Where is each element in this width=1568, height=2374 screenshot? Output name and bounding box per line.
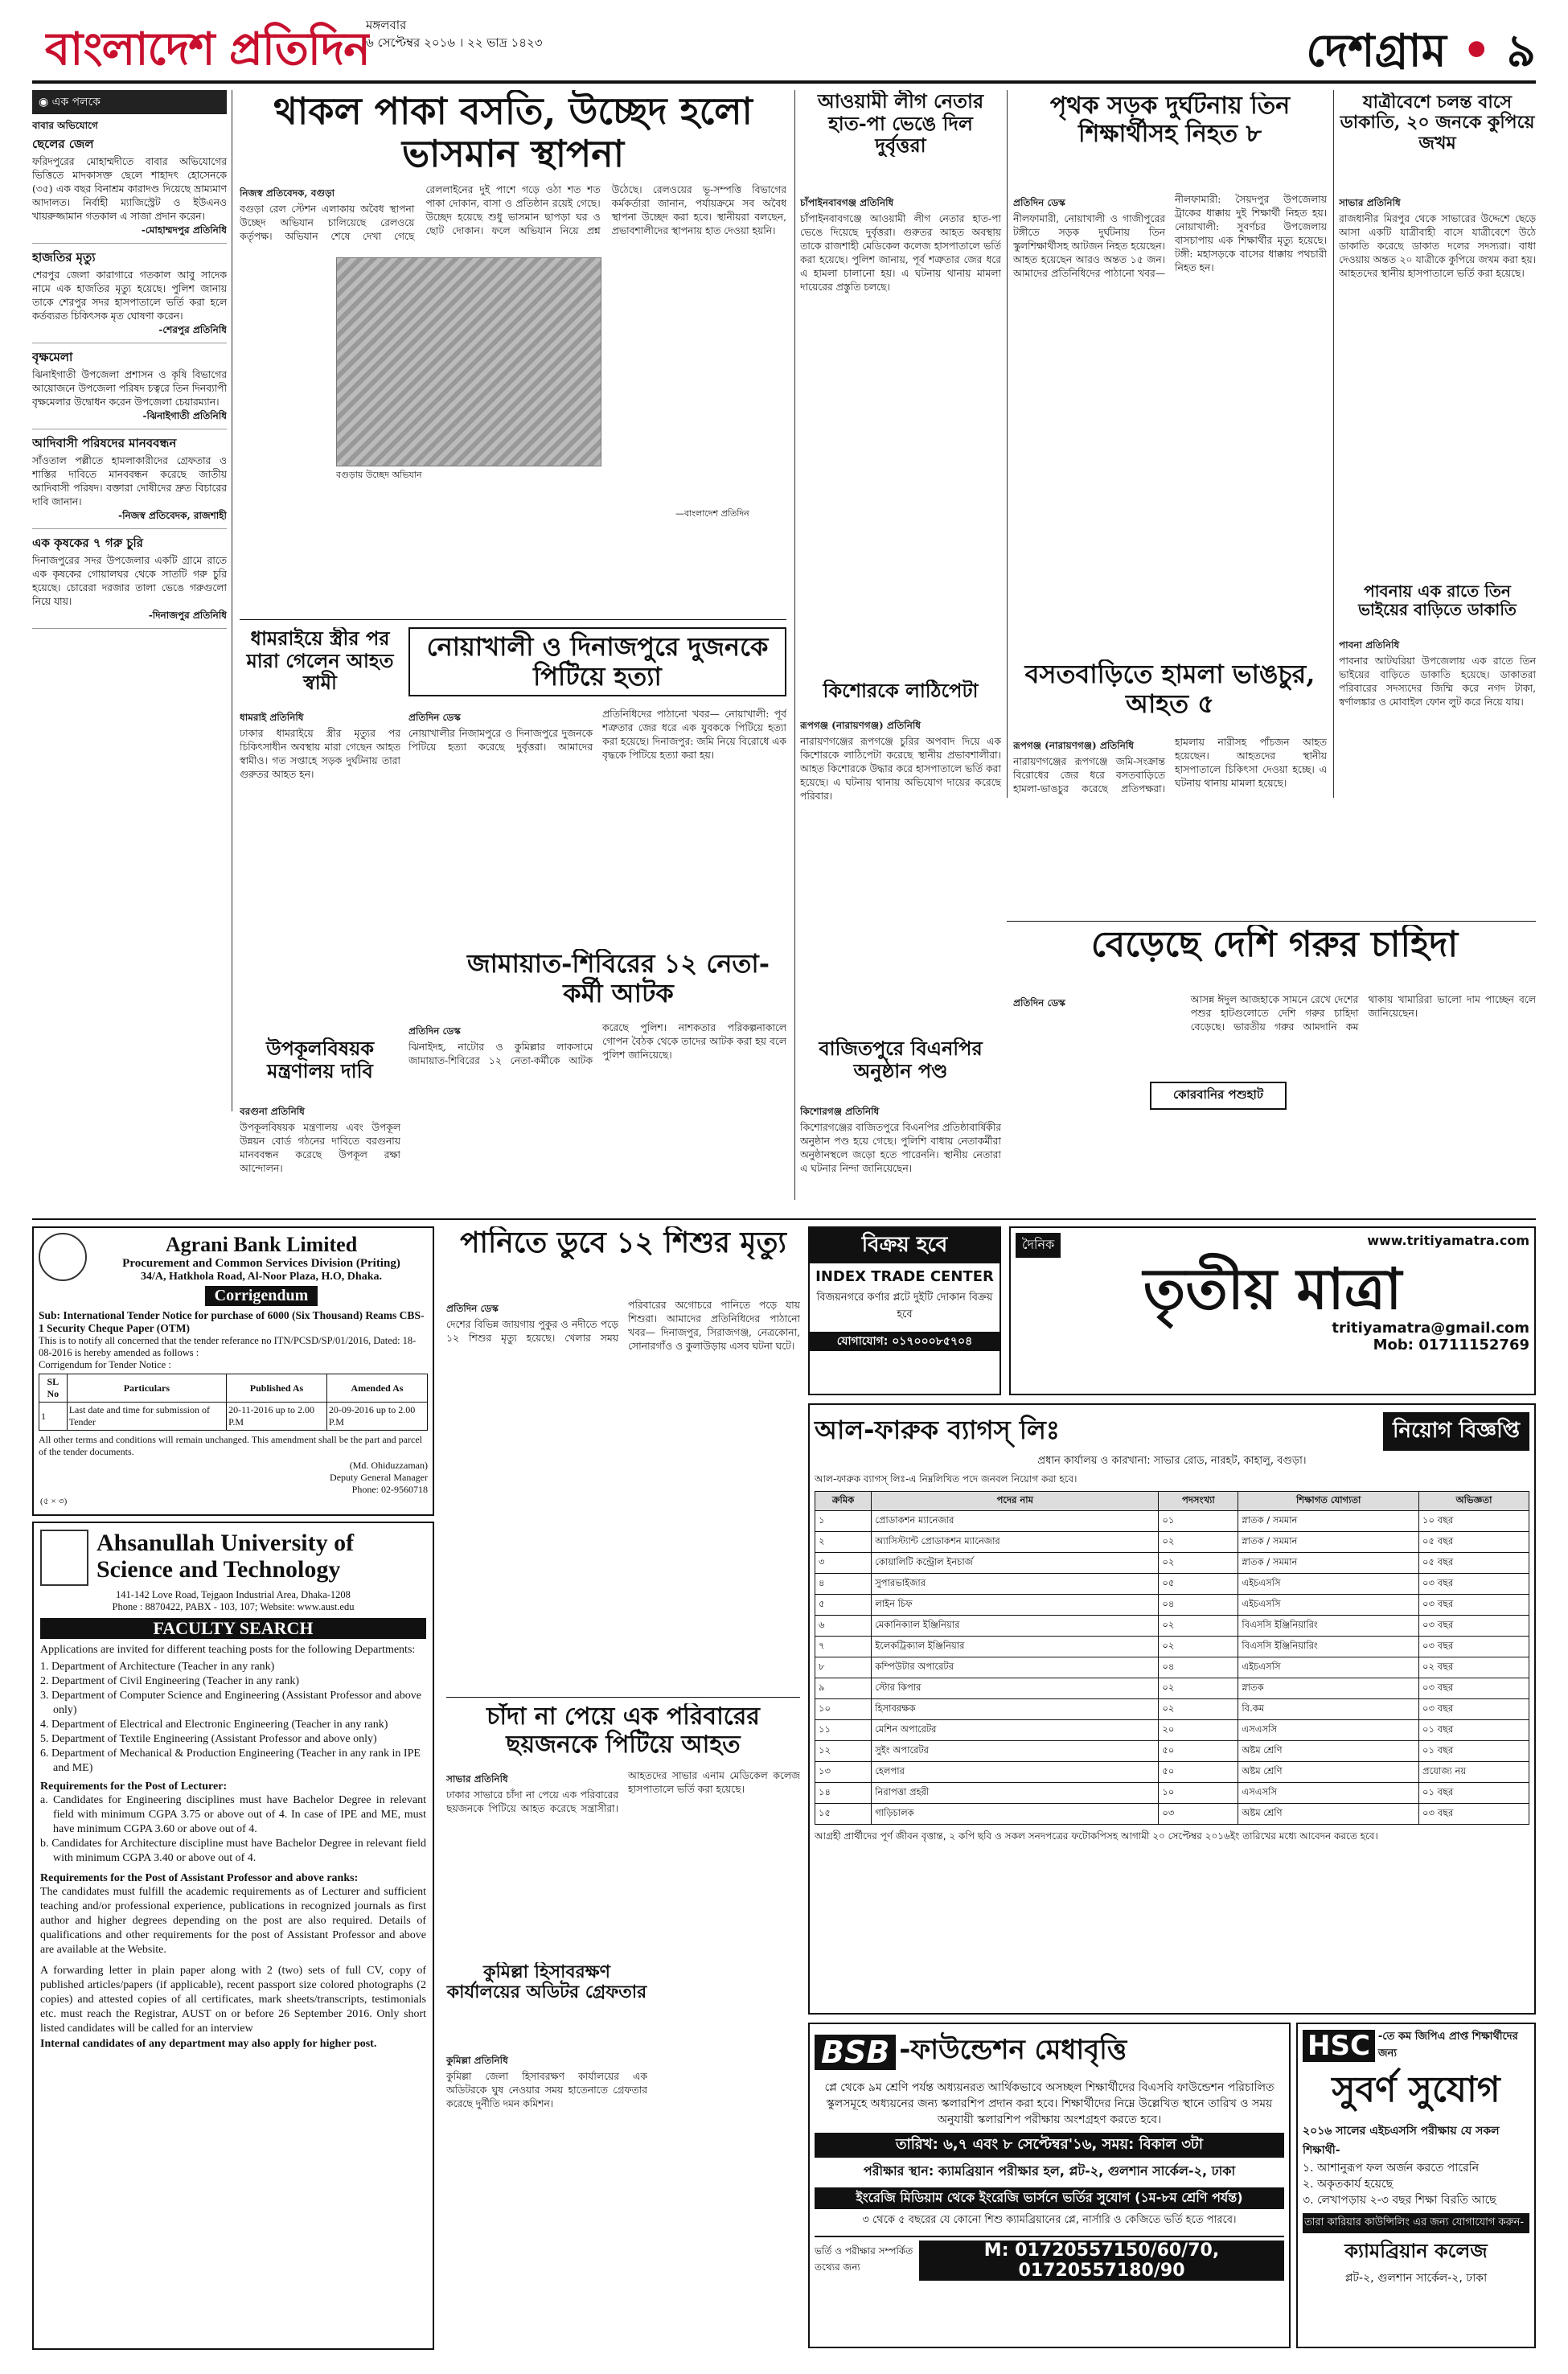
table-cell: ০৩ বছর bbox=[1419, 1678, 1529, 1699]
aust-title: Ahsanullah University of Science and Technology bbox=[96, 1530, 355, 1583]
cow-text: আসন্ন ঈদুল আজহাকে সামনে রেখে দেশের পশুর হাটগুলোতে দেশি গরুর চাহিদা বেড়েছে। ভারতীয় গরুর আমদানি কম থাকায় খামারিরা ভালো দাম পাচ্ছেন বলে জানিয়েছেন। bbox=[1190, 994, 1536, 1033]
bsb-brand: BSB bbox=[815, 2035, 896, 2070]
aust-forward: A forwarding letter in plain paper along with 2 (two) sets of full CV, copy of published articles/papers (if applicable), recent passport size colored photographs (2 copies) and attested copies of all certificates, mark sheets/transcripts, testimonials etc. must reach the Registrar, AUST on or before 26 September 2016. Only short listed candidates will be called for an interview bbox=[40, 1965, 426, 2035]
table-cell: এসএসসি bbox=[1238, 1783, 1419, 1804]
drown-byline: প্রতিদিন ডেস্ক bbox=[446, 1303, 499, 1314]
upokul-body bbox=[240, 1102, 400, 1222]
sidebar-item bbox=[32, 119, 227, 244]
comilla-text: কুমিল্লা জেলা হিসাবরক্ষণ কার্যালয়ের এক অডিটরকে ঘুষ নেওয়ার সময় হাতেনাতে গ্রেফতার করেছে দুর্নীতি দমন কমিশন। bbox=[446, 2071, 647, 2109]
table-row bbox=[815, 1616, 1529, 1637]
road-headline: পৃথক সড়ক দুর্ঘটনায় তিন শিক্ষার্থীসহ নিহত ৮ bbox=[1049, 92, 1291, 148]
table-cell: নিরাপত্তা প্রহরী bbox=[872, 1783, 1159, 1804]
table-cell: ৬ bbox=[815, 1616, 872, 1637]
table-cell: সুইং অপারেটর bbox=[872, 1741, 1159, 1762]
table-cell: মেকানিক্যাল ইঞ্জিনিয়ার bbox=[872, 1616, 1159, 1637]
table-cell: ০৩ বছর bbox=[1419, 1699, 1529, 1720]
table-cell: ৫০ bbox=[1159, 1741, 1238, 1762]
alfaruk-col-header: পদসংখ্যা bbox=[1159, 1492, 1238, 1511]
column-rule bbox=[794, 90, 795, 1200]
sale-sub: বিজয়নগরে কর্ণার প্লটে দুইটি দোকান বিক্রয় হবে bbox=[816, 1292, 993, 1320]
hsc-intro: ২০১৬ সালের এইচএসসি পরীক্ষায় যে সকল শিক্ষার্থী- bbox=[1303, 2125, 1500, 2157]
table-cell: ৮ bbox=[815, 1657, 872, 1678]
table-cell: ১০ bbox=[815, 1699, 872, 1720]
table-cell: অ্যাসিস্ট্যান্ট প্রোডাকশন ম্যানেজার bbox=[872, 1532, 1159, 1553]
sale-title: বিক্রয় হবে bbox=[810, 1228, 999, 1263]
eye-icon: ◉ bbox=[39, 96, 52, 109]
jamaat-headline: জামায়াত-শিবিরের ১২ নেতা-কর্মী আটক bbox=[466, 949, 770, 1008]
table-cell: ৪ bbox=[815, 1574, 872, 1595]
table-cell: ০৩ বছর bbox=[1419, 1616, 1529, 1637]
table-cell: ০১ bbox=[1159, 1511, 1238, 1532]
table-row bbox=[815, 1532, 1529, 1553]
upokul-headline: উপকূলবিষয়ক মন্ত্রণালয় দাবি bbox=[265, 1037, 375, 1082]
bajit-headline: বাজিতপুরে বিএনপির অনুষ্ঠান পণ্ড bbox=[819, 1037, 983, 1082]
comilla-body bbox=[446, 2051, 647, 2348]
table-cell: ২ bbox=[815, 1532, 872, 1553]
table-cell: ০৩ বছর bbox=[1419, 1595, 1529, 1616]
aust-banner: FACULTY SEARCH bbox=[40, 1618, 426, 1639]
jamaat-body bbox=[408, 1021, 786, 1214]
chanda-body bbox=[446, 1769, 800, 1946]
alfaruk-table bbox=[815, 1491, 1529, 1825]
sale-phone: যোগাযোগ: ০১৭০০০৮৫৭০৪ bbox=[810, 1332, 999, 1351]
bsb-contact-label: ভর্তি ও পরীক্ষার সম্পর্কিত তথ্যের জন্য bbox=[815, 2245, 913, 2273]
noakhali-headline: নোয়াখালী ও দিনাজপুরে দুজনকে পিটিয়ে হত্যা bbox=[408, 627, 786, 696]
dhamrai-text: ঢাকার ধামরাইয়ে স্ত্রীর মৃত্যুর পর চিকিৎসাধীন অবস্থায় মারা গেছেন আহত স্বামীও। গত সপ্তাহে সড়ক দুর্ঘটনায় তারা গুরুতর আহত হন। bbox=[240, 728, 400, 780]
road-text: নীলফামারী, নোয়াখালী ও গাজীপুরের টঙ্গীতে সড়ক দুর্ঘটনায় তিন স্কুলশিক্ষার্থীসহ আটজন নিহত হয়েছেন। আহত হয়েছেন আরও অন্তত ১৫ জন। আমাদের প্রতিনিধিদের পাঠানো খবর— নীলফামারী: সৈয়দপুর উপজেলায় ট্রাকের ধাক্কায় দুই শিক্ষার্থী নিহত হয়। নোয়াখালী: সুবর্ণচর উপজেলায় বাসচাপায় এক শিক্ষার্থীর মৃত্যু হয়েছে। টঙ্গী: মহাসড়কে বাসের ধাক্কায় পথচারী নিহত হন। bbox=[1013, 194, 1327, 279]
sidebar-item-text: ঝিনাইগাতী উপজেলা প্রশাসন ও কৃষি বিভাগের আয়োজনে উপজেলা পরিষদ চত্বরে তিন দিনব্যাপী বৃক্ষমেলার উদ্বোধন করেন উপজেলা চেয়ারম্যান। bbox=[32, 369, 227, 408]
basat-headline: বসতবাড়িতে হামলা ভাঙচুর, আহত ৫ bbox=[1024, 659, 1316, 719]
road-body bbox=[1013, 193, 1327, 611]
basat-byline: রূপগঞ্জ (নারায়ণগঞ্জ) প্রতিনিধি bbox=[1013, 740, 1135, 751]
bank-signer: (Md. Ohiduzzaman) bbox=[349, 1460, 428, 1471]
bank-col-header: SL No bbox=[39, 1374, 68, 1403]
aust-dept: 4. Department of Electrical and Electronic Engineering (Teacher in any rank) bbox=[40, 1719, 388, 1731]
comilla-headline: কুমিল্লা হিসাবরক্ষণ কার্যালয়ের অডিটর গ্রেফতার bbox=[446, 1962, 647, 2003]
table-cell: ৫০ bbox=[1159, 1762, 1238, 1783]
table-cell: সুপারভাইজার bbox=[872, 1574, 1159, 1595]
alfaruk-footer: আগ্রহী প্রার্থীদের পূর্ণ জীবন বৃত্তান্ত, ২ কপি ছবি ও সকল সনদপত্রের ফটোকপিসহ আগামী ২০ সেপ্টেম্বর ২০১৬ইং তারিখের মধ্যে আবেদন করতে হবে। bbox=[815, 1830, 1378, 1842]
bank-corrigendum: Corrigendum bbox=[205, 1286, 318, 1306]
table-cell: ৩ bbox=[815, 1553, 872, 1574]
tritiya-email: tritiyamatra@gmail.com bbox=[1332, 1320, 1529, 1337]
sidebar-item bbox=[32, 248, 227, 343]
hsc-tag: -তে কম জিপিএ প্রাপ্ত শিক্ষার্থীদের জন্য bbox=[1377, 2031, 1518, 2060]
hsc-item: ২. অকৃতকার্য হয়েছে bbox=[1303, 2178, 1394, 2191]
awami-byline: চাঁপাইনবাবগঞ্জ প্রতিনিধি bbox=[800, 197, 894, 208]
aust-dept: 6. Department of Mechanical & Production Engineering (Teacher in any rank in IPE and ME) bbox=[40, 1748, 421, 1774]
bank-phone: Phone: 02-9560718 bbox=[351, 1484, 428, 1495]
jamaat-text: ঝিনাইদহ, নাটোর ও কুমিল্লার লাকসামে জামায়াত-শিবিরের ১২ নেতা-কর্মীকে আটক করেছে পুলিশ। নাশকতার পরিকল্পনাকালে গোপন বৈঠক থেকে তাদের আটক করা হয় বলে পুলিশ জানিয়েছে। bbox=[408, 1022, 786, 1066]
lead-photo bbox=[336, 257, 601, 466]
masthead-rule bbox=[32, 80, 1536, 84]
tritiya-ad bbox=[1009, 1226, 1536, 1395]
bank-division: Procurement and Common Services Division (Priting) bbox=[122, 1257, 400, 1270]
aust-req1-item: a. Candidates for Engineering disciplines must have Bachelor Degree in relevant field with minimum CGPA 3.75 or above out of 4. In case of IPE and ME, must have minimum CGPA 3.60 or above out of 4. bbox=[40, 1794, 426, 1835]
bank-col-header: Amended As bbox=[326, 1374, 427, 1403]
pabna-text: পাবনার আটঘরিয়া উপজেলায় এক রাতে তিন ভাইয়ের বাড়িতে ডাকাতি হয়েছে। ডাকাতরা পরিবারের সদস্যদের জিম্মি করে নগদ টাকা, স্বর্ণালঙ্কার ও মোবাইল ফোন লুট করে নিয়ে যায়। bbox=[1339, 655, 1536, 708]
bsb-ad bbox=[808, 2023, 1291, 2348]
table-cell: এইচএসসি bbox=[1238, 1595, 1419, 1616]
bajit-body bbox=[800, 1102, 1001, 1214]
table-cell: হেলপার bbox=[872, 1762, 1159, 1783]
aust-address: 141-142 Love Road, Tejgaon Industrial Area, Dhaka-1208 bbox=[116, 1589, 351, 1600]
bajit-byline: কিশোরগঞ্জ প্রতিনিধি bbox=[800, 1106, 880, 1117]
cow-byline: প্রতিদিন ডেস্ক bbox=[1013, 997, 1065, 1008]
table-cell: ০১ বছর bbox=[1419, 1720, 1529, 1741]
lead-photo-credit: —বাংলাদেশ প্রতিদিন bbox=[675, 508, 749, 519]
aust-internal: Internal candidates of any department may also apply for higher post. bbox=[40, 2038, 377, 2050]
table-cell: কম্পিউটার অপারেটর bbox=[872, 1657, 1159, 1678]
table-cell: ০৩ বছর bbox=[1419, 1637, 1529, 1657]
table-cell: ০৫ বছর bbox=[1419, 1553, 1529, 1574]
table-cell: ১৩ bbox=[815, 1762, 872, 1783]
table-cell: প্রোডাকশন ম্যানেজার bbox=[872, 1511, 1159, 1532]
table-cell: অষ্টম শ্রেণি bbox=[1238, 1762, 1419, 1783]
table-cell: স্টোর কিপার bbox=[872, 1678, 1159, 1699]
table-cell: ০৩ বছর bbox=[1419, 1804, 1529, 1825]
alfaruk-intro: আল-ফারুক ব্যাগস্ লিঃ-এ নিম্নলিখিত পদে জনবল নিয়োগ করা হবে। bbox=[815, 1473, 1077, 1485]
table-row bbox=[815, 1804, 1529, 1825]
sidebar-item-byline: -দিনাজপুর প্রতিনিধি bbox=[148, 610, 227, 621]
bsb-venue: পরীক্ষার স্থান: ক্যামব্রিয়ান পরীক্ষার হল, প্লট-২, গুলশান সার্কেল-২, ঢাকা bbox=[863, 2163, 1236, 2179]
agrani-bank-ad bbox=[32, 1226, 434, 1516]
table-cell: ০২ bbox=[1159, 1678, 1238, 1699]
tritiya-name: তৃতীয় মাত্রা bbox=[1143, 1255, 1402, 1322]
basat-body bbox=[1013, 736, 1327, 881]
aust-ad bbox=[32, 1522, 434, 2350]
bank-cell: 20-09-2016 up to 2.00 P.M bbox=[326, 1403, 427, 1431]
table-row bbox=[815, 1741, 1529, 1762]
bsb-body: প্লে থেকে ৯ম শ্রেণি পর্যন্ত অধ্যয়নরত আর্থিকভাবে অসচ্ছল শিক্ষার্থীদের বিএসবি ফাউন্ডেশন পরিচালিত স্কুলসমূহে অধ্যয়নের জন্য স্কলারশিপ প্রদান করা হবে। শিক্ষার্থীদের নিম্নে উল্লেখিত স্থানে তারিখ ও সময় অনুযায়ী স্কলারশিপ পরীক্ষায় অংশগ্রহণ করতে হবে। bbox=[824, 2081, 1275, 2126]
bank-ref: (৫ × ৩) bbox=[40, 1497, 68, 1506]
masthead-day: মঙ্গলবার bbox=[366, 18, 407, 32]
bsb-title: -ফাউন্ডেশন মেধাবৃত্তি bbox=[899, 2034, 1127, 2066]
bank-col-header: Published As bbox=[227, 1374, 327, 1403]
sidebar-item-text: শেরপুর জেলা কারাগারে গতকাল আবু সাদেক নামে এক হাজতির মৃত্যু হয়েছে। পুলিশ জানায় তাকে শেরপুর সদর হাসপাতালে ভর্তি করা হলে কর্তব্যরত চিকিৎসক মৃত ঘোষণা করেন। bbox=[32, 269, 227, 322]
section-dot: • bbox=[1462, 25, 1492, 77]
table-cell: ১৫ bbox=[815, 1804, 872, 1825]
aust-dept: 5. Department of Textile Engineering (Assistant Professor and above only) bbox=[40, 1733, 377, 1745]
table-cell: বি.কম bbox=[1238, 1699, 1419, 1720]
sidebar-item-title: বৃক্ষমেলা bbox=[32, 350, 73, 364]
table-cell: ০৩ বছর bbox=[1419, 1574, 1529, 1595]
awami-body bbox=[800, 193, 1001, 515]
aust-intro: Applications are invited for different teaching posts for the following Departments: bbox=[40, 1644, 416, 1656]
table-cell: ০২ bbox=[1159, 1532, 1238, 1553]
table-cell: এসএসসি bbox=[1238, 1720, 1419, 1741]
upokul-text: উপকূলবিষয়ক মন্ত্রণালয় এবং উপকূল উন্নয়ন বোর্ড গঠনের দাবিতে বরগুনায় মানববন্ধন করেছে উপকূল রক্ষা আন্দোলন। bbox=[240, 1122, 400, 1174]
bsb-note: ৩ থেকে ৫ বছরের যে কোনো শিশু ক্যামব্রিয়ানের প্লে, নার্সারি ও কেজিতে ভর্তি হতে পারবে। bbox=[862, 2214, 1237, 2226]
sidebar-item bbox=[32, 348, 227, 429]
table-cell: ১০ bbox=[1159, 1783, 1238, 1804]
section-name: দেশগ্রাম bbox=[1306, 25, 1447, 77]
hsc-title: সুবর্ণ সুযোগ bbox=[1332, 2069, 1500, 2110]
sale-ad bbox=[808, 1226, 1001, 1395]
table-row bbox=[815, 1595, 1529, 1616]
table-cell: বিএসসি ইঞ্জিনিয়ারিং bbox=[1238, 1616, 1419, 1637]
hsc-item: ৩. লেখাপড়ায় ২-৩ বছর শিক্ষা বিরতি আছে bbox=[1303, 2194, 1496, 2207]
jamaat-byline: প্রতিদিন ডেস্ক bbox=[408, 1025, 461, 1037]
sidebar-item-title: হাজতির মৃত্যু bbox=[32, 250, 96, 265]
dhamrai-body bbox=[240, 708, 400, 1094]
table-cell: হিসাবরক্ষক bbox=[872, 1699, 1159, 1720]
dhamrai-byline: ধামরাই প্রতিনিধি bbox=[240, 712, 304, 723]
aust-req1 bbox=[40, 1793, 426, 1866]
rule bbox=[446, 1697, 800, 1698]
table-cell: ০৪ bbox=[1159, 1657, 1238, 1678]
bank-address: 34/A, Hatkhola Road, Al-Noor Plaza, H.O, Dhaka. bbox=[141, 1271, 382, 1283]
table-cell: ০৫ বছর bbox=[1419, 1532, 1529, 1553]
table-cell: ০২ bbox=[1159, 1637, 1238, 1657]
sidebar-item-text: সাঁওতাল পল্লীতে হামলাকারীদের গ্রেফতার ও শাস্তির দাবিতে মানববন্ধন করেছে জাতীয় আদিবাসী পরিষদ। বক্তারা দোষীদের দ্রুত বিচারের দাবি জানান। bbox=[32, 455, 227, 507]
sidebar-item-text: ফরিদপুরের মোহাম্মদীতে বাবার অভিযোগের ভিত্তিতে মাদকাসক্ত ছেলে শাহাদৎ হোসেনকে (৩৫) এক বছর বিনাশ্রম কারাদণ্ড দিয়েছে ভ্রাম্যমাণ আদালত। নির্বাহী ম্যাজিস্ট্রেট ও ইউএনও খায়রুজ্জামান গতকাল এ সাজা প্রদান করেন। bbox=[32, 156, 227, 222]
table-cell: ১০ বছর bbox=[1419, 1511, 1529, 1532]
table-cell: ১৪ bbox=[815, 1783, 872, 1804]
table-cell: ৯ bbox=[815, 1678, 872, 1699]
table-row bbox=[815, 1553, 1529, 1574]
table-cell: স্নাতক bbox=[1238, 1678, 1419, 1699]
sidebar-items bbox=[32, 119, 227, 629]
bus-body bbox=[1339, 193, 1536, 571]
pabna-body bbox=[1339, 635, 1536, 917]
sidebar-item bbox=[32, 534, 227, 629]
bajit-text: কিশোরগঞ্জের বাজিতপুরে বিএনপির প্রতিষ্ঠাবার্ষিকীর অনুষ্ঠান পণ্ড হয়ে গেছে। পুলিশি বাধায় নেতাকর্মীরা অনুষ্ঠানস্থলে জড়ো হতে পারেননি। স্থানীয় নেতারা এ ঘটনার নিন্দা জানিয়েছেন। bbox=[800, 1122, 1001, 1174]
aust-dept: 2. Department of Civil Engineering (Teacher in any rank) bbox=[40, 1675, 300, 1687]
table-cell: অষ্টম শ্রেণি bbox=[1238, 1804, 1419, 1825]
column-rule bbox=[1333, 90, 1334, 798]
lead-byline: নিজস্ব প্রতিবেদক, বগুড়া bbox=[240, 187, 335, 199]
table-cell: ০১ বছর bbox=[1419, 1741, 1529, 1762]
table-cell: স্নাতক / সমমান bbox=[1238, 1511, 1419, 1532]
road-byline: প্রতিদিন ডেস্ক bbox=[1013, 197, 1065, 208]
page-number: ৯ bbox=[1506, 25, 1536, 77]
table-cell: বিএসসি ইঞ্জিনিয়ারিং bbox=[1238, 1637, 1419, 1657]
table-row bbox=[815, 1762, 1529, 1783]
table-row bbox=[815, 1637, 1529, 1657]
aust-req2: The candidates must fulfill the academic requirements as of Lecturer and sufficient teaching and/or professional experience, publications in recognized journals as first author and higher degrees depending on the post are also required. Details of qualifications and other requirements for the post of Assistant Professor and above are available at the Website. bbox=[40, 1886, 426, 1956]
chanda-text: ঢাকার সাভারে চাঁদা না পেয়ে এক পরিবারের ছয়জনকে পিটিয়ে আহত করেছে সন্ত্রাসীরা। আহতদের সাভার এনাম মেডিকেল কলেজ হাসপাতালে ভর্তি করা হয়েছে। bbox=[446, 1770, 800, 1814]
bank-table bbox=[39, 1374, 428, 1431]
table-row bbox=[815, 1511, 1529, 1532]
bank-logo-icon bbox=[39, 1233, 87, 1281]
rule bbox=[240, 619, 786, 620]
table-cell: স্নাতক / সমমান bbox=[1238, 1532, 1419, 1553]
table-cell: ০২ bbox=[1159, 1699, 1238, 1720]
table-cell: ০২ bbox=[1159, 1553, 1238, 1574]
kishore-byline: রূপগঞ্জ (নারায়ণগঞ্জ) প্রতিনিধি bbox=[800, 720, 922, 731]
masthead-date: ৬ সেপ্টেম্বর ২০১৬ । ২২ ভাদ্র ১৪২৩ bbox=[366, 35, 543, 50]
table-cell: ১২ bbox=[815, 1741, 872, 1762]
sidebar-item-kicker: বাবার অভিযোগে bbox=[32, 120, 98, 131]
pabna-byline: পাবনা প্রতিনিধি bbox=[1339, 639, 1400, 651]
rule bbox=[1007, 921, 1536, 922]
sidebar-item-title: আদিবাসী পরিষদের মানববন্ধন bbox=[32, 436, 177, 450]
sidebar-item-text: দিনাজপুরের সদর উপজেলার একটি গ্রামে রাতে এক কৃষকের গোয়ালঘর থেকে সাতটি গরু চুরি হয়েছে। চোরেরা দরজার তালা ভেঙে গরুগুলো নিয়ে যায়। bbox=[32, 555, 227, 607]
table-cell: ০২ bbox=[1159, 1616, 1238, 1637]
table-cell: ০৩ bbox=[1159, 1804, 1238, 1825]
table-cell: ০১ বছর bbox=[1419, 1783, 1529, 1804]
tritiya-mob: Mob: 01711152769 bbox=[1373, 1337, 1529, 1353]
alfaruk-address: প্রধান কার্যালয় ও কারখানা: সাভার রোড, নারহট, কাহালু, বগুড়া। bbox=[1037, 1455, 1307, 1467]
drown-text: দেশের বিভিন্ন জায়গায় পুকুর ও নদীতে পড়ে ১২ শিশুর মৃত্যু হয়েছে। খেলার সময় পরিবারের অগোচরে পানিতে পড়ে যায় শিশুরা। আমাদের প্রতিনিধিদের পাঠানো খবর— দিনাজপুর, সিরাজগঞ্জ, নেত্রকোনা, সোনারগাঁও ও কুলাউড়ায় এসব ঘটনা ঘটে। bbox=[446, 1300, 800, 1352]
aust-req1-item: b. Candidates for Architecture discipline must have Bachelor Degree in relevant field with minimum CGPA 3.40 or above out of 4. bbox=[40, 1838, 426, 1864]
kishore-text: নারায়ণগঞ্জের রূপগঞ্জে চুরির অপবাদ দিয়ে এক কিশোরকে লাঠিপেটা করেছে স্থানীয় প্রভাবশালীরা। আহত কিশোরকে উদ্ধার করে হাসপাতালে ভর্তি করা হয়েছে। এ ঘটনায় থানায় অভিযোগ দায়ের করেছে পরিবার। bbox=[800, 736, 1001, 802]
bank-subject: Sub: International Tender Notice for purchase of 6000 (Six Thousand) Reams CBS-1 Security Cheque Paper (OTM) bbox=[39, 1309, 425, 1334]
table-cell: অষ্টম শ্রেণি bbox=[1238, 1741, 1419, 1762]
table-cell: লাইন চিফ bbox=[872, 1595, 1159, 1616]
korbani-box: কোরবানির পশুহাট bbox=[1150, 1082, 1287, 1110]
bank-cell: 1 bbox=[39, 1403, 68, 1431]
awami-headline: আওয়ামী লীগ নেতার হাত-পা ভেঙে দিল দুর্বৃত্তরা bbox=[817, 90, 984, 157]
hsc-items bbox=[1303, 2160, 1529, 2208]
bank-footer: All other terms and conditions will remain unchanged. This amendment shall be the part and parcel of the tender documents. bbox=[39, 1434, 422, 1457]
table-cell: স্নাতক / সমমান bbox=[1238, 1553, 1419, 1574]
table-row bbox=[815, 1699, 1529, 1720]
table-cell: কোয়ালিটি কন্ট্রোল ইনচার্জ bbox=[872, 1553, 1159, 1574]
noakhali-body bbox=[408, 708, 786, 949]
table-cell: মেশিন অপারেটর bbox=[872, 1720, 1159, 1741]
table-cell: ০২ বছর bbox=[1419, 1657, 1529, 1678]
table-cell: এইচএসসি bbox=[1238, 1657, 1419, 1678]
aust-dept: 3. Department of Computer Science and Engineering (Assistant Professor and above only) bbox=[40, 1690, 421, 1716]
table-cell: প্রযোজ্য নয় bbox=[1419, 1762, 1529, 1783]
bus-text: রাজধানীর মিরপুর থেকে সাভারের উদ্দেশে ছেড়ে আসা একটি যাত্রীবাহী বাসে যাত্রীবেশে উঠে ডাকাতি করেছে ডাকাত দলের সদস্যরা। বাধা দেওয়ায় অন্তত ২০ যাত্রীকে কুপিয়ে জখম করা হয়। আহতদের স্থানীয় হাসপাতালে ভর্তি করা হয়েছে। bbox=[1339, 213, 1536, 279]
table-cell: এইচএসসি bbox=[1238, 1574, 1419, 1595]
sidebar-item bbox=[32, 434, 227, 529]
table-row bbox=[815, 1574, 1529, 1595]
section-rule bbox=[32, 1218, 1536, 1220]
aust-contact: Phone : 8870422, PABX - 103, 107; Website: www.aust.edu bbox=[112, 1601, 355, 1612]
sidebar-item-byline: -শেরপুর প্রতিনিধি bbox=[158, 324, 227, 335]
hsc-ad bbox=[1296, 2023, 1536, 2348]
alfaruk-ad bbox=[808, 1403, 1536, 2015]
lead-text: বগুড়া রেল স্টেশন এলাকায় অবৈধ স্থাপনা উচ্ছেদ অভিযান চালিয়েছে রেলওয়ে কর্তৃপক্ষ। অভিযান শেষে দেখা গেছে রেললাইনের দুই পাশে গড়ে ওঠা শত শত পাকা দোকান, বাসা ও প্রতিষ্ঠান রয়েই গেছে। উচ্ছেদ হয়েছে শুধু ভাসমান ছাপড়া ঘর ও ছোট দোকান। ফলে অভিযান নিয়ে প্রশ্ন উঠেছে। রেলওয়ের ভূ-সম্পত্তি বিভাগের কর্মকর্তারা জানান, পর্যায়ক্রমে সব অবৈধ স্থাপনা উচ্ছেদ করা হবে। স্থানীয়রা বলছেন, প্রভাবশালীদের স্থাপনায় হাত দেওয়া হয়নি। bbox=[240, 184, 786, 242]
aust-depts bbox=[40, 1660, 426, 1776]
sale-center: INDEX TRADE CENTER bbox=[815, 1268, 994, 1285]
hsc-college: ক্যামব্রিয়ান কলেজ bbox=[1344, 2240, 1488, 2262]
alfaruk-col-header: শিক্ষাগত যোগ্যতা bbox=[1238, 1492, 1419, 1511]
chanda-byline: সাভার প্রতিনিধি bbox=[446, 1773, 508, 1785]
table-cell: গাড়িচালক bbox=[872, 1804, 1159, 1825]
table-cell: ০৪ bbox=[1159, 1595, 1238, 1616]
table-row bbox=[815, 1657, 1529, 1678]
kishore-body bbox=[800, 716, 1001, 1078]
hsc-call: তারা কারিয়ার কাউন্সিলিং এর জন্য যোগাযোগ করুন- bbox=[1303, 2213, 1529, 2233]
bank-signer-role: Deputy General Manager bbox=[330, 1472, 428, 1483]
bsb-mobile: M: 01720557150/60/70, 01720557180/90 bbox=[919, 2241, 1284, 2281]
bus-byline: সাভার প্রতিনিধি bbox=[1339, 197, 1401, 208]
aust-req1-heading: Requirements for the Post of Lecturer: bbox=[40, 1780, 228, 1793]
drown-body bbox=[446, 1299, 800, 1693]
lead-headline: থাকল পাকা বসতি, উচ্ছেদ হলো ভাসমান স্থাপনা bbox=[273, 90, 753, 175]
bank-col-header: Particulars bbox=[67, 1374, 226, 1403]
pabna-headline: পাবনায় এক রাতে তিন ভাইয়ের বাড়িতে ডাকাতি bbox=[1358, 582, 1517, 619]
sidebar-item-byline: -মোহাম্মদপুর প্রতিনিধি bbox=[141, 224, 227, 236]
bank-cell: Last date and time for submission of Tender bbox=[67, 1403, 226, 1431]
aust-req2-heading: Requirements for the Post of Assistant Professor and above ranks: bbox=[40, 1872, 359, 1884]
bank-ct: Corrigendum for Tender Notice : bbox=[39, 1359, 171, 1370]
kishore-headline: কিশোরকে লাঠিপেটা bbox=[823, 680, 979, 702]
sidebar-item-byline: -নিজস্ব প্রতিবেদক, রাজশাহী bbox=[118, 510, 227, 521]
bank-title: Agrani Bank Limited bbox=[165, 1233, 358, 1256]
sidebar-label: ◉ এক পলকে bbox=[32, 90, 227, 114]
tritiya-web: www.tritiyamatra.com bbox=[1367, 1233, 1529, 1248]
masthead-logo: বাংলাদেশ প্রতিদিন bbox=[45, 23, 370, 76]
cow-headline: বেড়েছে দেশি গরুর চাহিদা bbox=[1090, 925, 1459, 965]
column-rule bbox=[1007, 90, 1008, 798]
aust-logo-icon bbox=[40, 1530, 88, 1586]
tritiya-daily: দৈনিক bbox=[1016, 1233, 1061, 1258]
table-cell: ৭ bbox=[815, 1637, 872, 1657]
noakhali-byline: প্রতিদিন ডেস্ক bbox=[408, 712, 461, 723]
sidebar bbox=[32, 90, 227, 1110]
table-cell: ২০ bbox=[1159, 1720, 1238, 1741]
table-row bbox=[815, 1678, 1529, 1699]
hsc-addr: প্লট-২, গুলশান সার্কেল-২, ঢাকা bbox=[1344, 2272, 1488, 2285]
alfaruk-title: আল-ফারুক ব্যাগস্ লিঃ bbox=[815, 1415, 1060, 1445]
alfaruk-banner: নিয়োগ বিজ্ঞপ্তি bbox=[1383, 1412, 1529, 1451]
table-cell: ১ bbox=[815, 1511, 872, 1532]
table-cell: ৫ bbox=[815, 1595, 872, 1616]
table-row bbox=[815, 1720, 1529, 1741]
table-cell: ০৫ bbox=[1159, 1574, 1238, 1595]
dhamrai-headline: ধামরাইয়ে স্ত্রীর পর মারা গেলেন আহত স্বামী bbox=[246, 627, 394, 694]
masthead-dateline bbox=[366, 16, 542, 51]
bus-headline: যাত্রীবেশে চলন্ত বাসে ডাকাতি, ২০ জনকে কুপিয়ে জখম bbox=[1340, 92, 1535, 154]
table-row bbox=[815, 1783, 1529, 1804]
lead-caption: বগুড়ায় উচ্ছেদ অভিযান bbox=[336, 470, 422, 480]
bsb-english: ইংরেজি মিডিয়াম থেকে ইংরেজি ভার্সনে ভর্তির সুযোগ (১ম-৮ম শ্রেণি পর্যন্ত) bbox=[815, 2187, 1284, 2209]
sidebar-item-title: এক কৃষকের ৭ গরু চুরি bbox=[32, 536, 144, 550]
noakhali-text: নোয়াখালীর নিজামপুরে ও দিনাজপুরে দুজনকে পিটিয়ে হত্যা করেছে দুর্বৃত্তরা। আমাদের প্রতিনিধিদের পাঠানো খবর— নোয়াখালী: পূর্ব শত্রুতার জের ধরে এক যুবককে পিটিয়ে হত্যা করা হয়েছে। দিনাজপুর: জমি নিয়ে বিরোধে এক বৃদ্ধকে পিটিয়ে হত্যা করা হয়। bbox=[408, 709, 786, 761]
upokul-byline: বরগুনা প্রতিনিধি bbox=[240, 1106, 305, 1117]
bsb-date: তারিখ: ৬,৭ এবং ৮ সেপ্টেম্বর'১৬, সময়: বিকাল ৩টা bbox=[815, 2133, 1284, 2158]
bank-intro: This is to notify all concerned that the tender referance no ITN/PCSD/SP/01/2016, Dated: 18-08-2016 is hereby amended as follows : bbox=[39, 1335, 417, 1358]
alfaruk-col-header: পদের নাম bbox=[872, 1492, 1159, 1511]
drown-headline: পানিতে ডুবে ১২ শিশুর মৃত্যু bbox=[460, 1226, 786, 1259]
hsc-item: ১. আশানুরূপ ফল অর্জন করতে পারেনি bbox=[1303, 2162, 1480, 2175]
table-cell: ১১ bbox=[815, 1720, 872, 1741]
awami-text: চাঁপাইনবাবগঞ্জে আওয়ামী লীগ নেতার হাত-পা ভেঙে দিয়েছে দুর্বৃত্তরা। গুরুতর আহত অবস্থায় তাকে রাজশাহী মেডিকেল কলেজ হাসপাতালে ভর্তি করা হয়েছে। পুলিশ জানায়, পূর্ব শত্রুতার জের ধরে এ হামলা চালানো হয়। এ ঘটনায় থানায় মামলা দায়েরের প্রস্তুতি চলছে। bbox=[800, 213, 1001, 293]
chanda-headline: চাঁদা না পেয়ে এক পরিবারের ছয়জনকে পিটিয়ে আহত bbox=[486, 1703, 760, 1759]
sidebar-item-title: ছেলের জেল bbox=[32, 137, 94, 151]
sidebar-item-byline: -ঝিনাইগাতী প্রতিনিধি bbox=[142, 410, 227, 421]
hsc-badge: HSC bbox=[1303, 2030, 1375, 2062]
bank-cell: 20-11-2016 up to 2.00 P.M bbox=[227, 1403, 327, 1431]
aust-dept: 1. Department of Architecture (Teacher in any rank) bbox=[40, 1661, 275, 1673]
basat-text: নারায়ণগঞ্জের রূপগঞ্জে জমি-সংক্রান্ত বিরোধের জের ধরে বসতবাড়িতে হামলা-ভাঙচুর করেছে প্রতিপক্ষরা। হামলায় নারীসহ পাঁচজন আহত হয়েছেন। আহতদের স্থানীয় হাসপাতালে চিকিৎসা দেওয়া হচ্ছে। এ ঘটনায় থানায় মামলা হয়েছে। bbox=[1013, 737, 1327, 795]
alfaruk-col-header: ক্রমিক bbox=[815, 1492, 872, 1511]
table-cell: ইলেকট্রিক্যাল ইঞ্জিনিয়ার bbox=[872, 1637, 1159, 1657]
comilla-byline: কুমিল্লা প্রতিনিধি bbox=[446, 2055, 508, 2066]
alfaruk-col-header: অভিজ্ঞতা bbox=[1419, 1492, 1529, 1511]
